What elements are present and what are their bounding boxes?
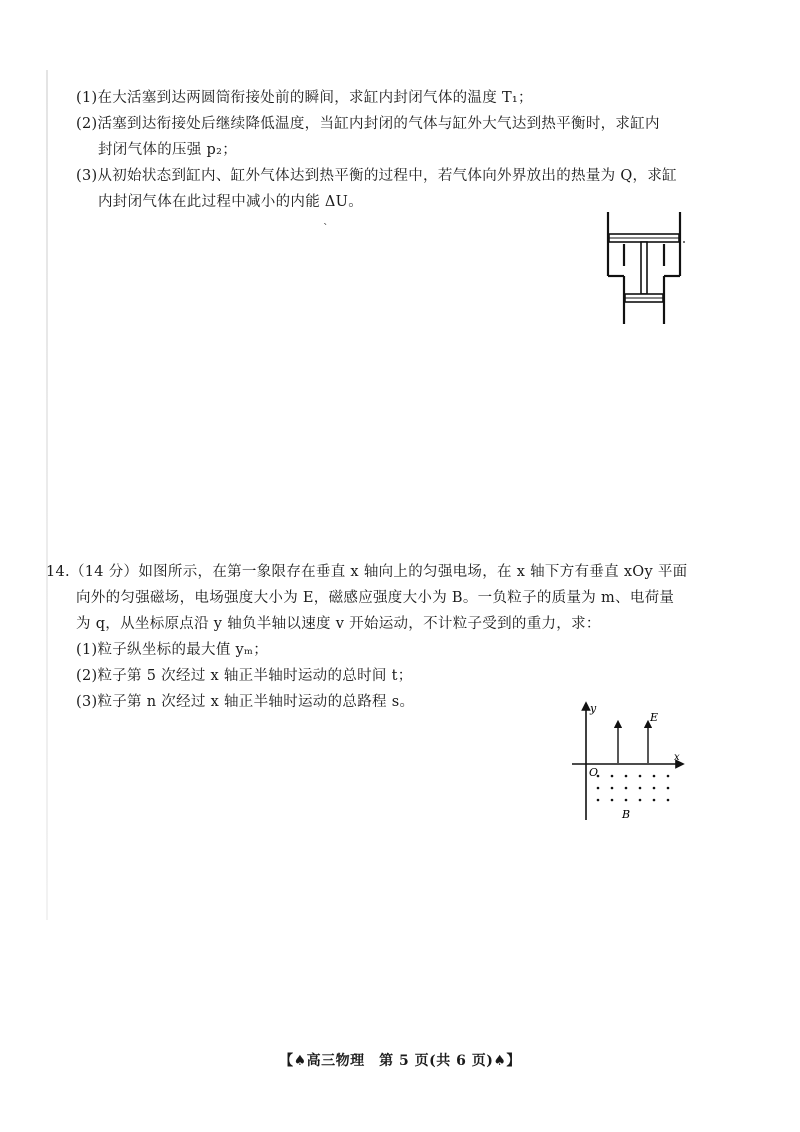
p13-question-2-line2: 封闭气体的压强 p₂； (98, 142, 238, 158)
p13-question-3-line2: 内封闭气体在此过程中减小的内能 ΔU。 (98, 194, 363, 210)
origin-label: O (589, 766, 599, 779)
p14-question-2: (2)粒子第 5 次经过 x 轴正半轴时运动的总时间 t； (76, 668, 413, 684)
scan-edge-shadow (46, 70, 48, 920)
p14-question-1: (1)粒子纵坐标的最大值 yₘ； (76, 642, 269, 658)
p13-question-2-line1: (2)活塞到达衔接处后继续降低温度，当缸内封闭的气体与缸外大气达到热平衡时，求缸内 (76, 116, 660, 132)
field-coordinate-figure (570, 700, 685, 825)
x-axis-label: x (674, 752, 680, 763)
e-field-label: E (650, 711, 659, 724)
page-footer: 【♠高三物理 第 5 页(共 6 页)♠】 (279, 1053, 521, 1069)
stray-mark: ˋ (323, 222, 329, 235)
b-field-label: B (622, 808, 631, 821)
p14-stem-line3: 为 q，从坐标原点沿 y 轴负半轴以速度 v 开始运动，不计粒子受到的重力，求： (76, 616, 601, 632)
p14-stem-line2: 向外的匀强磁场，电场强度大小为 E，磁感应强度大小为 B。一负粒子的质量为 m、电荷量 (76, 590, 675, 606)
p14-stem-line1: 14.（14 分）如图所示，在第一象限存在垂直 x 轴向上的匀强电场，在 x 轴下方有垂直 xOy 平面 (46, 564, 688, 580)
piston-rod (641, 242, 647, 294)
cylinder-piston-figure (598, 208, 688, 328)
p13-question-3-line1: (3)从初始状态到缸内、缸外气体达到热平衡的过程中，若气体向外界放出的热量为 Q，求缸 (76, 168, 677, 184)
y-axis-label: y (590, 702, 597, 715)
p14-question-3: (3)粒子第 n 次经过 x 轴正半轴时运动的总路程 s。 (76, 694, 415, 710)
p13-question-1: (1)在大活塞到达两圆筒衔接处前的瞬间，求缸内封闭气体的温度 T₁； (76, 90, 533, 106)
b-field-dots (597, 775, 670, 802)
